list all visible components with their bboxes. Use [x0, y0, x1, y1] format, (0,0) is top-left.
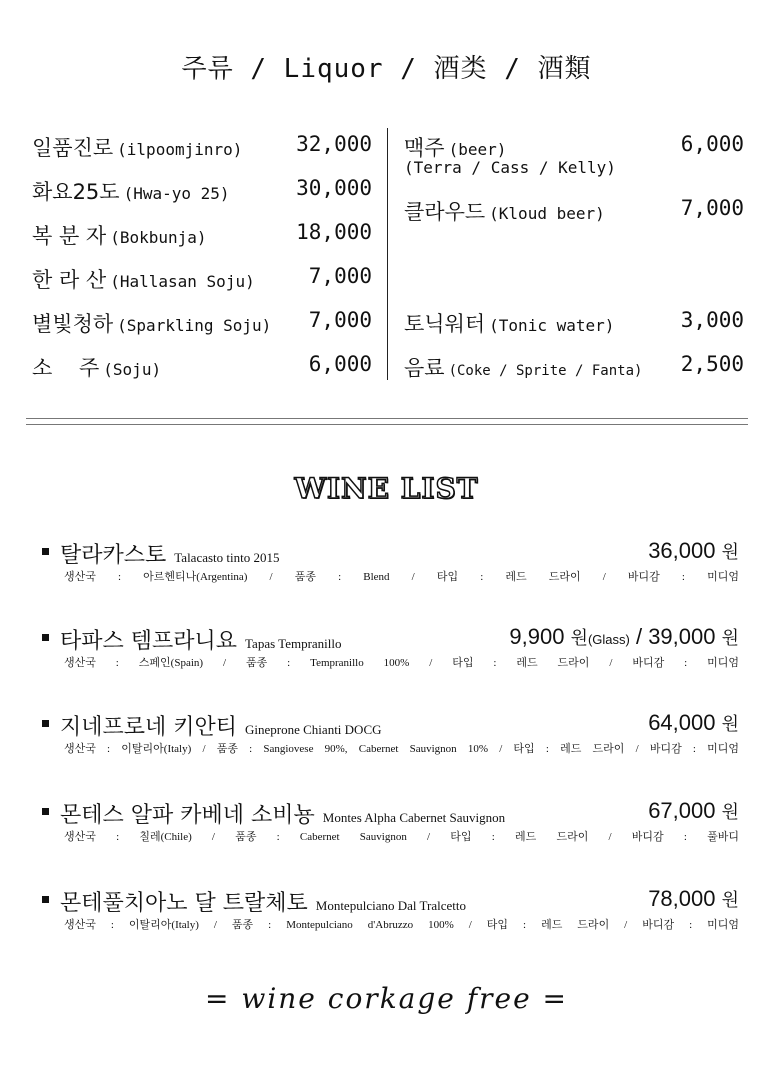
item-price: 6,000	[680, 132, 744, 156]
wine-price: 36,000	[648, 538, 716, 563]
section-divider	[26, 418, 748, 425]
item-name-en: (Bokbunja)	[110, 228, 207, 247]
item-name-en: (Coke / Sprite / Fanta)	[448, 363, 643, 379]
liquor-item	[404, 352, 744, 382]
item-name-ko: 소 주	[32, 356, 100, 380]
wine-detail: 생산국 : 칠레(Chile) / 품종 : Cabernet Sauvignon / 타입 : 레드 드라이 / 바디감 : 풀바디	[64, 831, 739, 843]
item-price: 18,000	[296, 220, 372, 244]
wine-price: 67,000	[648, 798, 716, 823]
item-name-ko: 화요25도	[32, 180, 120, 204]
item-price: 30,000	[296, 176, 372, 200]
bullet-icon	[42, 548, 49, 555]
liquor-item	[32, 264, 372, 294]
bullet-icon	[42, 808, 49, 815]
glass-label: (Glass)	[587, 632, 630, 647]
item-name-ko: 토닉워터	[404, 312, 486, 336]
item-name-ko: 클라우드	[404, 200, 486, 224]
item-name-ko: 한 라 산	[32, 268, 107, 292]
item-name-en: (beer)	[448, 140, 507, 159]
wine-item	[42, 798, 739, 848]
liquor-item	[32, 308, 372, 338]
corkage-note: = wine corkage free =	[204, 982, 568, 1015]
wine-detail: 생산국 : 스페인(Spain) / 품종 : Tempranillo 100% / 타입 : 레드 드라이 / 바디감 : 미디엄	[64, 657, 739, 669]
wine-name-en: Talacasto tinto 2015	[174, 550, 280, 565]
wine-price: 64,000	[648, 710, 716, 735]
wine-name-ko: 타파스 템프라니요	[60, 629, 238, 654]
item-price: 2,500	[680, 352, 744, 376]
wine-item: 타파스 템프라니요 Tapas Tempranillo 9,900 원(Glass) / 39,000 원 생산국 : 스페인(Spain) / 품종 : Tempranillo 100% / 타입 : 레드 드라이 / 바디감 : 미디엄	[42, 624, 739, 674]
wine-detail: 생산국 : 이탈리아(Italy) / 품종 : Montepulciano d'Abruzzo 100% / 타입 : 레드 드라이 / 바디감 : 미디엄	[64, 919, 739, 931]
currency-unit: 원	[721, 802, 739, 823]
currency-unit: 원	[721, 890, 739, 911]
item-price: 7,000	[308, 264, 372, 288]
wine-detail: 생산국 : 아르헨티나(Argentina) / 품종 : Blend / 타입 : 레드 드라이 / 바디감 : 미디엄	[64, 571, 739, 583]
liquor-item	[32, 352, 372, 382]
bullet-icon	[42, 634, 49, 641]
wine-list-title: WINE LIST	[294, 472, 479, 505]
item-name-en: (Tonic water)	[489, 316, 615, 335]
bullet-icon	[42, 720, 49, 727]
wine-price-glass: 9,900	[509, 624, 565, 649]
item-name-en: (Hallasan Soju)	[110, 272, 255, 291]
wine-detail: 생산국 : 이탈리아(Italy) / 품종 : Sangiovese 90%, Cabernet Sauvignon 10% / 타입 : 레드 드라이 / 바디감 : 미디엄	[64, 743, 739, 755]
liquor-item	[404, 196, 744, 226]
wine-name-en: Tapas Tempranillo	[245, 636, 342, 651]
item-name-en: (Hwa-yo 25)	[123, 184, 230, 203]
page-title: 주류 / Liquor / 酒类 / 酒類	[181, 54, 592, 84]
liquor-item	[32, 176, 372, 206]
wine-name-en: Montes Alpha Cabernet Sauvignon	[322, 810, 506, 825]
wine-item	[42, 886, 739, 936]
wine-name-ko: 탈라카스토	[60, 543, 167, 568]
wine-item	[42, 710, 739, 760]
currency-unit: 원	[721, 714, 739, 735]
item-name-ko: 일품진로	[32, 136, 114, 160]
liquor-menu	[32, 128, 744, 380]
wine-name-en: Gineprone Chianti DOCG	[245, 722, 382, 737]
item-name-ko: 맥주	[404, 136, 445, 160]
liquor-item	[32, 132, 372, 162]
wine-price: 78,000	[648, 886, 716, 911]
item-name-en: (ilpoomjinro)	[117, 140, 243, 159]
wine-name-ko: 몬테스 알파 카베네 소비뇽	[60, 803, 315, 828]
wine-item	[42, 538, 739, 588]
item-subtitle: (Terra / Cass / Kelly)	[404, 158, 616, 177]
liquor-item	[404, 132, 744, 177]
wine-name-ko: 지네프로네 키안티	[60, 715, 238, 740]
liquor-item	[404, 308, 744, 338]
item-name-ko: 음료	[404, 356, 445, 380]
bullet-icon	[42, 896, 49, 903]
currency-unit: 원	[570, 628, 588, 649]
wine-price: 39,000	[648, 624, 716, 649]
item-name-en: (Soju)	[103, 360, 162, 379]
item-price: 3,000	[680, 308, 744, 332]
item-price: 32,000	[296, 132, 372, 156]
wine-name-en: Montepulciano Dal Tralcetto	[315, 898, 466, 913]
item-name-ko: 별빛청하	[32, 312, 114, 336]
liquor-item	[32, 220, 372, 250]
item-price: 7,000	[680, 196, 744, 220]
item-price: 7,000	[308, 308, 372, 332]
item-price: 6,000	[308, 352, 372, 376]
currency-unit: 원	[721, 628, 739, 649]
item-name-ko: 복 분 자	[32, 224, 107, 248]
currency-unit: 원	[721, 542, 739, 563]
item-name-en: (Kloud beer)	[489, 204, 605, 223]
column-divider	[387, 128, 388, 380]
item-name-en: (Sparkling Soju)	[117, 316, 272, 335]
wine-name-ko: 몬테풀치아노 달 트랄체토	[60, 891, 308, 916]
